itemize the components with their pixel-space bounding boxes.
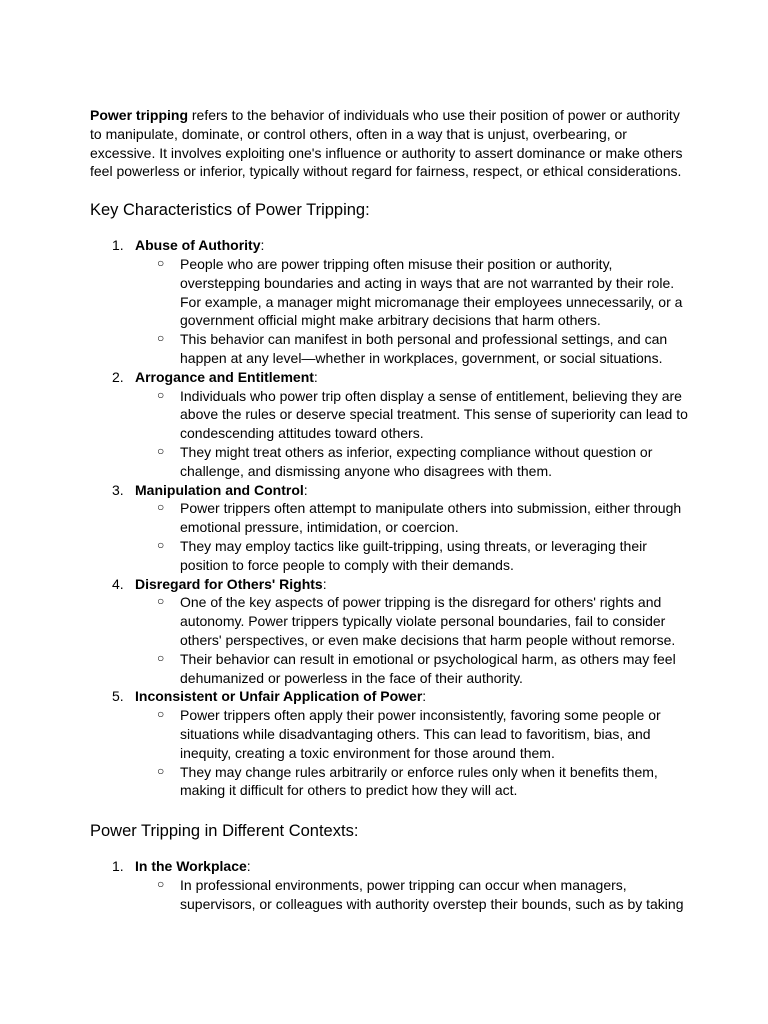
sub-bullet-item [135,255,690,330]
sub-bullet-text: They might treat others as inferior, expecting compliance without question or challenge, and dismissing anyone who disagrees with them. [180,443,653,479]
list-item [90,857,690,913]
list-item-term: In the Workplace [135,858,247,875]
hollow-circle-bullet-icon: ○ [157,387,165,402]
list-item-term: Arrogance and Entitlement [135,368,314,385]
list-number: 1. [112,237,124,254]
intro-paragraph [90,106,690,181]
sub-bullet-text: Power trippers often apply their power inconsistently, favoring some people or situations while disadvantaging others. This can lead to favoritism, bias, and inequity, creating a toxic environment for those around them. [180,707,661,761]
list-item-suffix: : [246,858,251,875]
intro-term: Power tripping [90,107,188,123]
sub-bullet-text: Power trippers often attempt to manipulate others into submission, either through emotional pressure, intimidation, or coercion. [180,500,682,536]
sub-bullet-text: Individuals who power trip often display a sense of entitlement, believing they are above the rules or deserve special treatment. This sense of superiority can lead to condescending attitudes toward others. [180,387,688,442]
list-item [90,481,690,575]
sub-bullet-list [135,706,690,800]
sub-bullet-item [135,706,690,762]
list-item-term: Inconsistent or Unfair Application of Power [135,688,423,705]
hollow-circle-bullet-icon: ○ [157,707,165,722]
list-item-term: Manipulation and Control [135,481,304,498]
list-item-term: Abuse of Authority [135,237,261,254]
hollow-circle-bullet-icon: ○ [157,500,165,515]
sub-bullet-item [135,763,690,801]
sub-bullet-text: Their behavior can result in emotional or psychological harm, as others may feel dehumanized or powerless in the face of their authority. [180,650,676,686]
list-number: 2. [112,368,124,385]
list-item [90,687,690,800]
list-number: 1. [112,858,124,875]
sub-bullet-list [135,387,690,481]
sub-bullet-list [135,499,690,574]
list-item-suffix: : [313,368,318,385]
different-contexts-list [90,857,690,913]
hollow-circle-bullet-icon: ○ [157,650,165,665]
hollow-circle-bullet-icon: ○ [157,331,165,346]
list-item-suffix: : [303,481,308,498]
section-heading-key-characteristics: Key Characteristics of Power Tripping: [90,201,370,220]
hollow-circle-bullet-icon: ○ [157,537,165,552]
sub-bullet-item [135,443,690,481]
list-item [90,236,690,368]
sub-bullet-item [135,499,690,537]
sub-bullet-text: They may employ tactics like guilt-tripping, using threats, or leveraging their position to force people to comply with their demands. [180,537,647,573]
sub-bullet-text: One of the key aspects of power tripping is the disregard for others' rights and autonomy. Power trippers typically violate personal boundaries, fail to consider others' perspectives, or even make decisions that harm people without remorse. [180,594,676,648]
sub-bullet-text: People who are power tripping often misuse their position or authority, overstepping boundaries and acting in ways that are not warranted by their role. For example, a manager might micromanage their employees unnecessarily, or a government official might make arbitrary decisions that harm others. [180,255,683,329]
list-item-suffix: : [322,575,327,592]
sub-bullet-list [135,593,690,687]
hollow-circle-bullet-icon: ○ [157,443,165,458]
sub-bullet-item [135,876,690,914]
sub-bullet-text: In professional environments, power tripping can occur when managers, supervisors, or colleagues with authority overstep their bounds, such as by taking [180,876,684,912]
intro-text: refers to the behavior of individuals who use their position of power or authority to manipulate, dominate, or control others, often in a way that is unjust, overbearing, or excessive. It involves exploiting one's influence or authority to assert dominance or make others feel powerless or inferior, typically without regard for fairness, respect, or ethical considerations. [90,107,683,180]
hollow-circle-bullet-icon: ○ [157,255,165,270]
sub-bullet-list [135,876,690,914]
hollow-circle-bullet-icon: ○ [157,876,165,891]
sub-bullet-item [135,650,690,688]
list-item [90,368,690,481]
sub-bullet-item [135,537,690,575]
section-heading-different-contexts: Power Tripping in Different Contexts: [90,822,359,841]
hollow-circle-bullet-icon: ○ [157,594,165,609]
document-page [90,106,690,913]
key-characteristics-list [90,236,690,800]
sub-bullet-list [135,255,690,368]
sub-bullet-item [135,330,690,368]
sub-bullet-text: This behavior can manifest in both personal and professional settings, and can happen at any level—whether in workplaces, government, or social situations. [180,331,668,366]
hollow-circle-bullet-icon: ○ [157,763,165,778]
list-item [90,575,690,688]
sub-bullet-item [135,387,690,443]
list-item-term: Disregard for Others' Rights [135,575,323,592]
list-item-suffix: : [260,237,265,254]
sub-bullet-text: They may change rules arbitrarily or enforce rules only when it benefits them, making it difficult for others to predict how they will act. [180,763,658,799]
sub-bullet-item [135,593,690,649]
list-number: 5. [112,688,124,705]
list-item-suffix: : [422,688,427,705]
list-number: 4. [112,575,124,592]
list-number: 3. [112,481,124,498]
